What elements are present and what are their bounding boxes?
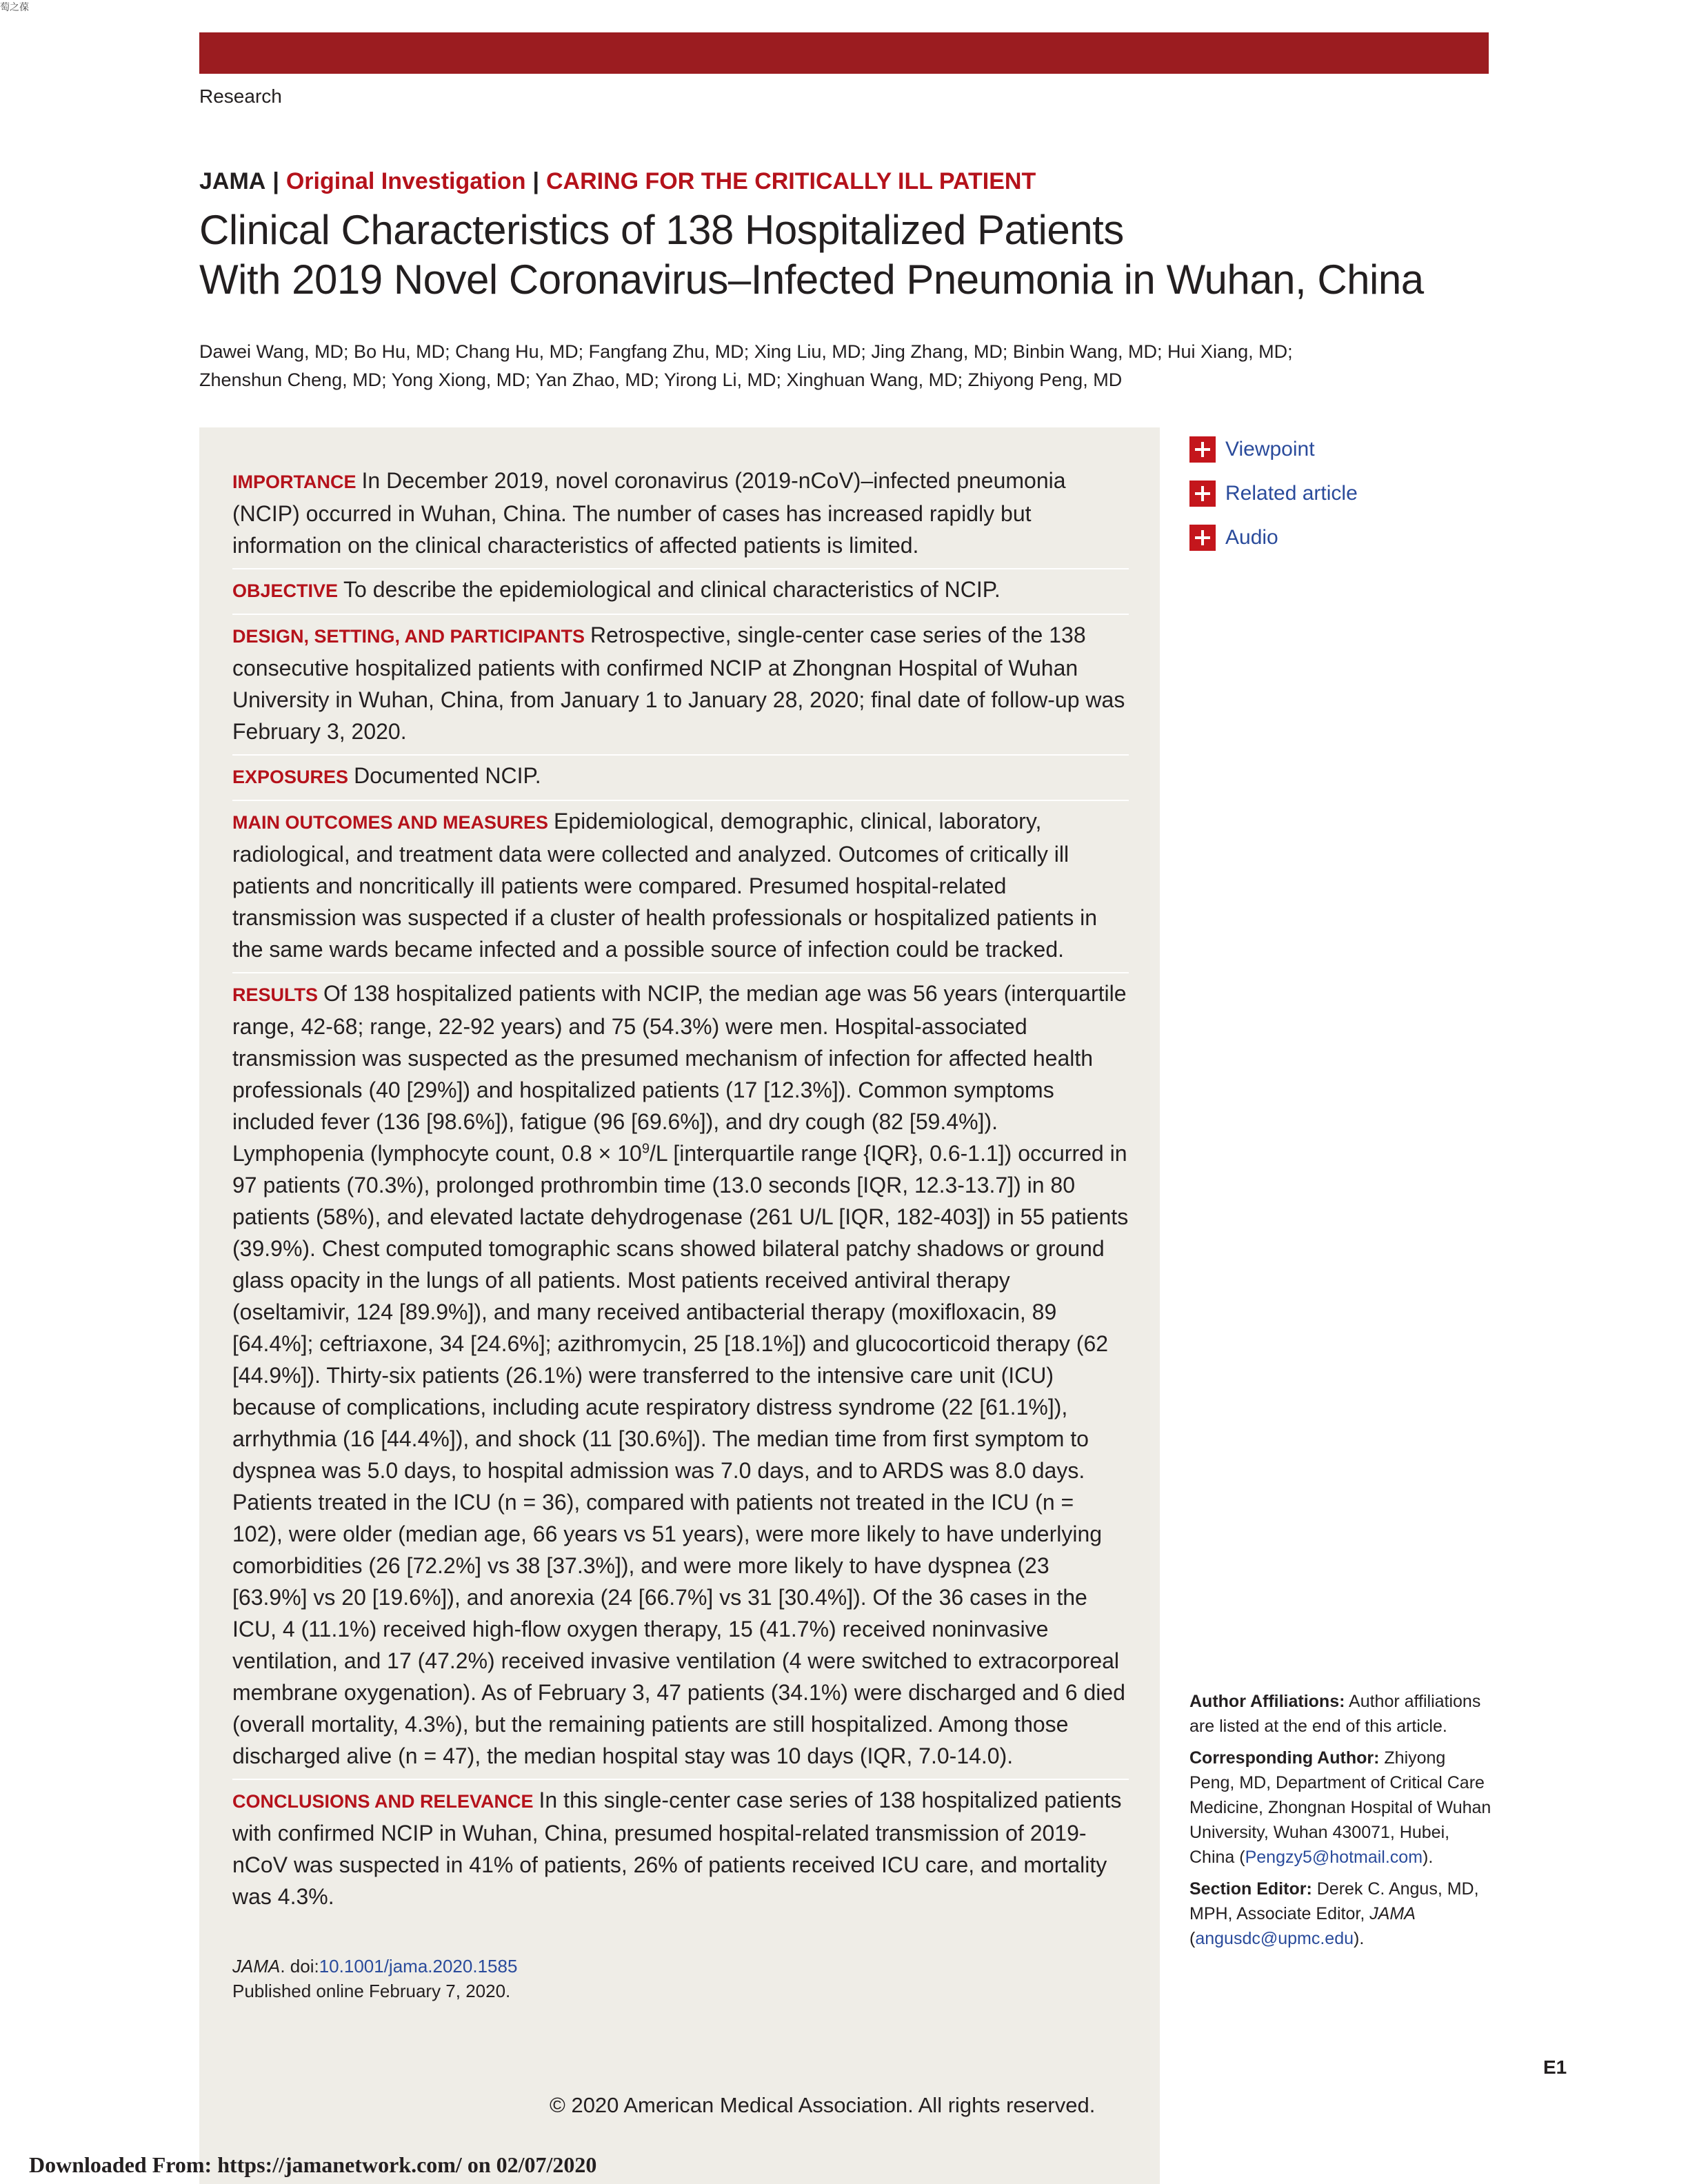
- title-line: Clinical Characteristics of 138 Hospitalized Patients: [199, 207, 1124, 253]
- side-link-label: Related article: [1225, 482, 1358, 505]
- abstract-conclusions: [232, 1780, 1129, 1919]
- corresponding-email-link[interactable]: Pengzy5@hotmail.com: [1245, 1848, 1423, 1867]
- title-line: With 2019 Novel Coronavirus–Infected Pneumonia in Wuhan, China: [199, 256, 1424, 303]
- related-links: [1189, 427, 1358, 560]
- audio-link[interactable]: [1189, 516, 1358, 560]
- citation: [232, 1954, 517, 2003]
- article-series: CARING FOR THE CRITICALLY ILL PATIENT: [545, 168, 1036, 194]
- abstract-design: [232, 615, 1129, 756]
- results-text-part: Of 138 hospitalized patients with NCIP, the median age was 56 years (interquartile range, 42-68; range, 22-92 years) and 75 (54.3%) were men. Hospital-associated transmission was suspected as the presumed mechanism of infection for affected health professionals (40 [29%]) and hospitalized patients (17 [12.3%]). Common symptoms included fever (136 [98.6%]), fatigue (96 [69.6%]), and dry cough (82 [59.4%]). Lymphopenia (lymphocyte count, 0.8 × 10: [232, 981, 1127, 1166]
- doi-prefix: . doi:: [280, 1956, 319, 1976]
- page-number: E1: [1543, 2056, 1567, 2078]
- author-line: Zhenshun Cheng, MD; Yong Xiong, MD; Yan Zhao, MD; Yirong Li, MD; Xinghuan Wang, MD; Zhiyong Peng, MD: [199, 370, 1123, 390]
- author-affiliations-note: [1189, 1689, 1493, 1739]
- side-link-label: Audio: [1225, 526, 1278, 549]
- plus-icon: [1189, 525, 1216, 551]
- abstract-outcomes: [232, 801, 1129, 973]
- note-label: Section Editor:: [1189, 1879, 1312, 1899]
- abstract-exposures: [232, 756, 1129, 801]
- note-text: Zhiyong Peng, MD, Department of Critical Care Medicine, Zhongnan Hospital of Wuhan University, Wuhan 430071, Hubei, China (: [1189, 1748, 1491, 1867]
- note-text: ).: [1354, 1929, 1365, 1948]
- abstract-content: [232, 461, 1129, 1919]
- note-text: Derek C. Angus, MD, MPH, Associate Editor,: [1189, 1879, 1479, 1923]
- article-side-notes: [1189, 1689, 1493, 1958]
- editor-email-link[interactable]: angusdc@upmc.edu: [1195, 1929, 1354, 1948]
- note-text: Author affiliations are listed at the end of this article.: [1189, 1692, 1481, 1736]
- journal-banner: [199, 32, 1489, 74]
- article-type: Original Investigation: [285, 168, 526, 194]
- note-text: ).: [1423, 1848, 1434, 1867]
- related-article-link[interactable]: [1189, 472, 1358, 516]
- abstract-heading: MAIN OUTCOMES AND MEASURES: [232, 812, 549, 833]
- published-date: Published online February 7, 2020.: [232, 1981, 511, 2001]
- abstract-text: Retrospective, single-center case series of the 138 consecutive hospitalized patients with confirmed NCIP at Zhongnan Hospital of Wuhan University in Wuhan, China, from January 1 to January 28, 2020; final date of follow-up was February 3, 2020.: [232, 623, 1125, 744]
- abstract-heading: OBJECTIVE: [232, 580, 339, 601]
- section-editor-note: [1189, 1877, 1493, 1951]
- editor-journal: JAMA: [1369, 1904, 1416, 1923]
- exponent: 9: [641, 1141, 650, 1157]
- abstract-text: To describe the epidemiological and clinical characteristics of NCIP.: [343, 577, 1001, 602]
- side-link-label: Viewpoint: [1225, 438, 1315, 461]
- corresponding-author-note: [1189, 1746, 1493, 1870]
- abstract-heading: EXPOSURES: [232, 767, 349, 787]
- journal-name: JAMA: [199, 168, 266, 194]
- note-label: Corresponding Author:: [1189, 1748, 1380, 1768]
- article-kicker: [199, 168, 1036, 195]
- abstract-heading: IMPORTANCE: [232, 472, 356, 492]
- viewpoint-link[interactable]: [1189, 427, 1358, 472]
- results-text-part: /L [interquartile range {IQR}, 0.6-1.1]) occurred in 97 patients (70.3%), prolonged prothrombin time (13.0 seconds [IQR, 12.3-13.7]) in 80 patients (58%), and elevated lactate dehydrogenase (261 U/L [IQR, 182-403]) in 55 patients (39.9%). Chest computed tomographic scans showed bilateral patchy shadows or ground glass opacity in the lungs of all patients. Most patients received antiviral therapy (oseltamivir, 124 [89.9%]), and many received antibacterial therapy (moxifloxacin, 89 [64.4%]; ceftriaxone, 34 [24.6%]; azithromycin, 25 [18.1%]) and glucocorticoid therapy (62 [44.9%]). Thirty-six patients (26.1%) were transferred to the intensive care unit (ICU) because of complications, including acute respiratory distress syndrome (22 [61.1%]), arrhythmia (16 [44.4%]), and shock (11 [30.6%]). The median time from first symptom to dyspnea was 5.0 days, to hospital admission was 7.0 days, and to ARDS was 8.0 days. Patients treated in the ICU (n = 36), compared with patients not treated in the ICU (n = 102), were older (median age, 66 years vs 51 years), were more likely to have underlying comorbidities (26 [72.2%] vs 38 [37.3%]), and were more likely to have dyspnea (23 [63.9%] vs 20 [19.6%]), and anorexia (24 [66.7%] vs 31 [30.4%]). Of the 36 cases in the ICU, 4 (11.1%) received high-flow oxygen therapy, 15 (41.7%) received noninvasive ventilation, and 17 (47.2%) received invasive ventilation (4 were switched to extracorporeal membrane oxygenation). As of February 3, 47 patients (34.1%) were discharged and 6 died (overall mortality, 4.3%), but the remaining patients are still hospitalized. Among those discharged alive (n = 47), the median hospital stay was 10 days (IQR, 7.0-14.0).: [232, 1141, 1129, 1768]
- note-label: Author Affiliations:: [1189, 1692, 1345, 1711]
- doi-link[interactable]: 10.1001/jama.2020.1585: [319, 1956, 518, 1976]
- abstract-heading: RESULTS: [232, 984, 319, 1005]
- note-text: (: [1189, 1929, 1196, 1948]
- author-list: [199, 338, 1372, 394]
- copyright-notice: © 2020 American Medical Association. All rights reserved.: [550, 2093, 1096, 2117]
- abstract-text: [232, 981, 1128, 1768]
- abstract-text: Documented NCIP.: [354, 763, 541, 788]
- section-label: Research: [199, 85, 282, 107]
- corner-mark: 萄之葆: [0, 1, 29, 12]
- abstract-importance: [232, 461, 1129, 569]
- citation-journal: JAMA: [232, 1956, 281, 1976]
- doi-line: [232, 1954, 517, 1979]
- abstract-text: In this single-center case series of 138 hospitalized patients with confirmed NCIP in Wuhan, China, presumed hospital-related transmission of 2019-nCoV was suspected in 41% of patients, 26% of patients received ICU care, and mortality was 4.3%.: [232, 1788, 1122, 1909]
- kicker-separator: |: [532, 168, 539, 194]
- abstract-objective: [232, 569, 1129, 615]
- abstract-results: [232, 973, 1129, 1780]
- download-notice: Downloaded From: https://jamanetwork.com/ on 02/07/2020: [29, 2152, 597, 2177]
- article-title: [199, 205, 1509, 305]
- plus-icon: [1189, 481, 1216, 507]
- abstract-panel: [199, 427, 1160, 2184]
- abstract-heading: CONCLUSIONS AND RELEVANCE: [232, 1791, 534, 1812]
- abstract-text: Epidemiological, demographic, clinical, laboratory, radiological, and treatment data were collected and analyzed. Outcomes of critically ill patients and noncritically ill patients were compared. Presumed hospital-related transmission was suspected if a cluster of health professionals or hospitalized patients in the same wards became infected and a possible source of infection could be tracked.: [232, 809, 1097, 962]
- abstract-text: In December 2019, novel coronavirus (2019-nCoV)–infected pneumonia (NCIP) occurred in Wuhan, China. The number of cases has increased rapidly but information on the clinical characteristics of affected patients is limited.: [232, 468, 1066, 558]
- plus-icon: [1189, 436, 1216, 463]
- author-line: Dawei Wang, MD; Bo Hu, MD; Chang Hu, MD; Fangfang Zhu, MD; Xing Liu, MD; Jing Zhang, MD; Binbin Wang, MD; Hui Xiang, MD;: [199, 341, 1293, 362]
- abstract-heading: DESIGN, SETTING, AND PARTICIPANTS: [232, 626, 585, 647]
- kicker-separator: |: [272, 168, 279, 194]
